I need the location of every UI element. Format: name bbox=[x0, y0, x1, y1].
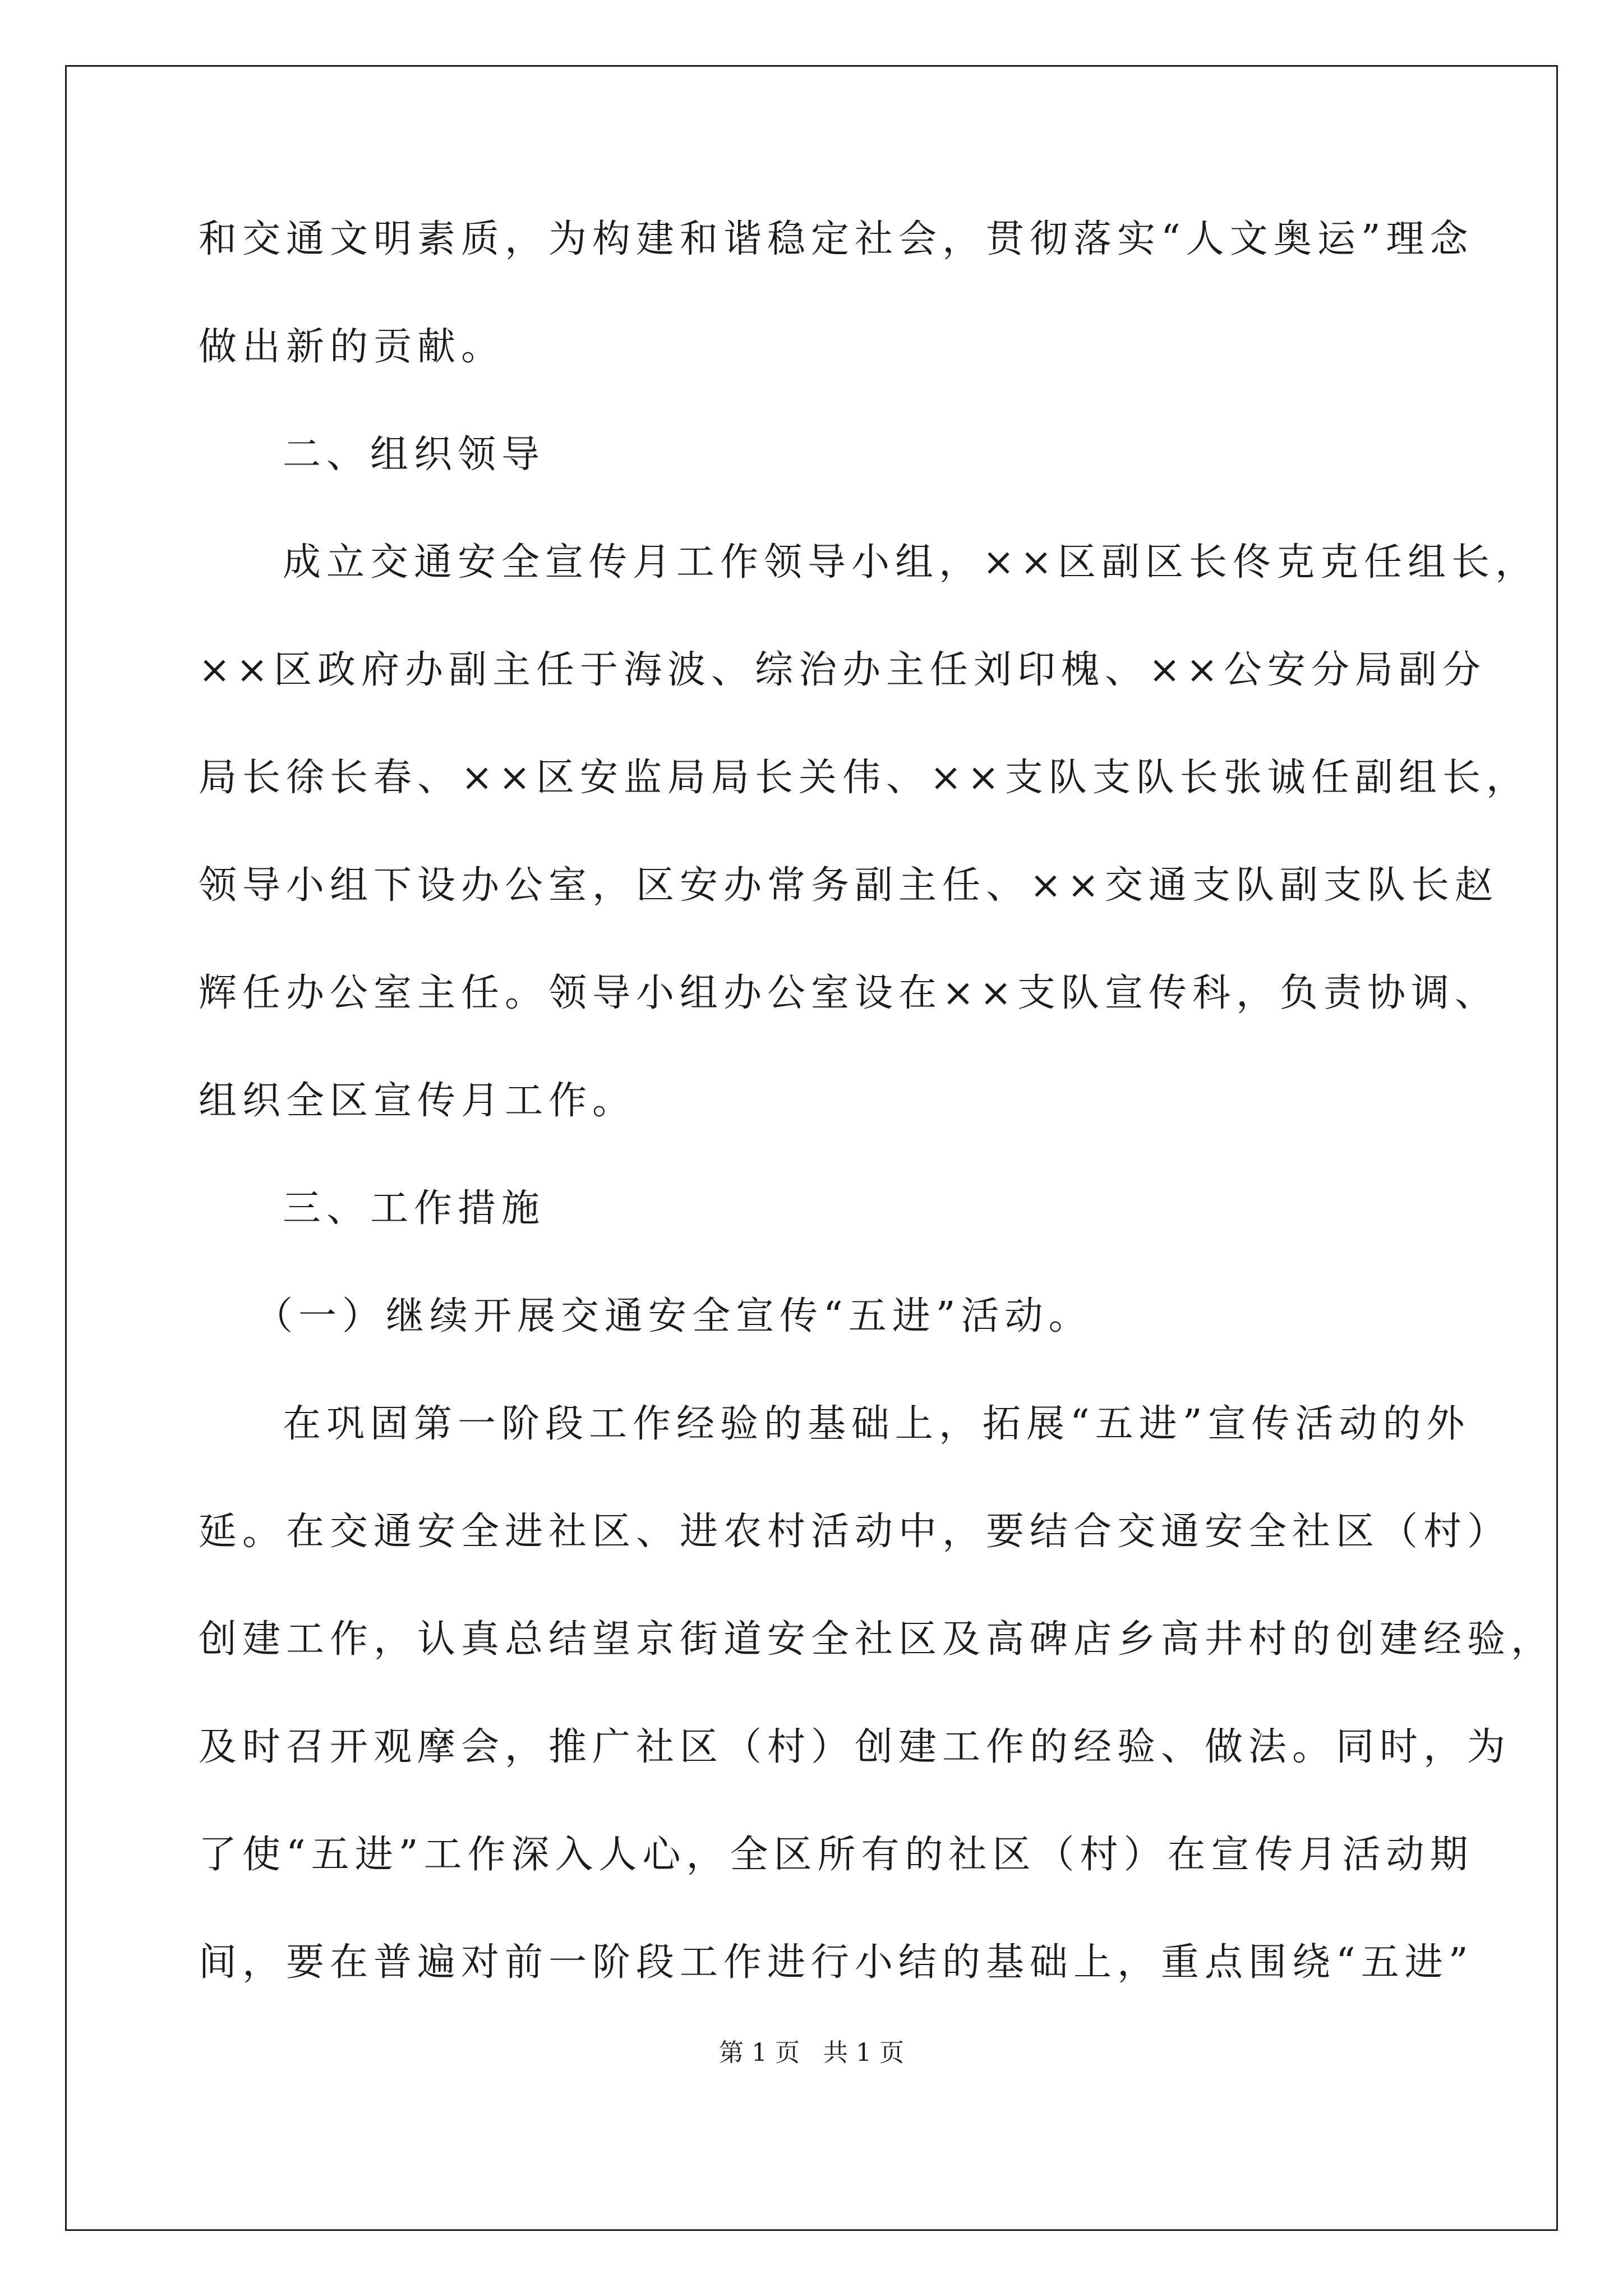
page-border bbox=[65, 65, 1558, 2231]
text-line: 了使“五进”工作深入人心，全区所有的社区（村）在宣传月活动期 bbox=[199, 1833, 1474, 1877]
text-line: 创建工作，认真总结望京街道安全社区及高碑店乡高井村的创建经验， bbox=[199, 1617, 1555, 1662]
text-line: 和交通文明素质，为构建和谐稳定社会，贯彻落实“人文奥运”理念 bbox=[199, 217, 1474, 261]
text-line: 延。在交通安全进社区、进农村活动中，要结合交通安全社区（村） bbox=[199, 1510, 1511, 1554]
text-line: 辉任办公室主任。领导小组办公室设在××支队宣传科，负责协调、 bbox=[199, 971, 1498, 1015]
page-number-footer: 第 1 页 共 1 页 bbox=[719, 2039, 904, 2067]
section-heading-measures: 三、工作措施 bbox=[283, 1186, 546, 1231]
text-line: 组织全区宣传月工作。 bbox=[199, 1079, 637, 1123]
text-line: ××区政府办副主任于海波、综治办主任刘印槐、××公安分局副分 bbox=[199, 648, 1486, 692]
section-heading-organization: 二、组织领导 bbox=[283, 432, 546, 477]
text-line: 局长徐长春、××区安监局局长关伟、××支队支队长张诚任副组长， bbox=[199, 756, 1530, 800]
text-line: 间，要在普遍对前一阶段工作进行小结的基础上，重点围绕“五进” bbox=[199, 1940, 1474, 1985]
text-line: 及时召开观摩会，推广社区（村）创建工作的经验、做法。同时，为 bbox=[199, 1725, 1511, 1769]
text-line: 领导小组下设办公室，区安办常务副主任、××交通支队副支队长赵 bbox=[199, 863, 1498, 908]
subsection-heading: （一）继续开展交通安全宣传“五进”活动。 bbox=[255, 1294, 1092, 1338]
text-line: 成立交通安全宣传月工作领导小组，××区副区长佟克克任组长， bbox=[283, 540, 1539, 585]
text-line: 做出新的贡献。 bbox=[199, 325, 505, 369]
text-line: 在巩固第一阶段工作经验的基础上，拓展“五进”宣传活动的外 bbox=[283, 1402, 1470, 1446]
